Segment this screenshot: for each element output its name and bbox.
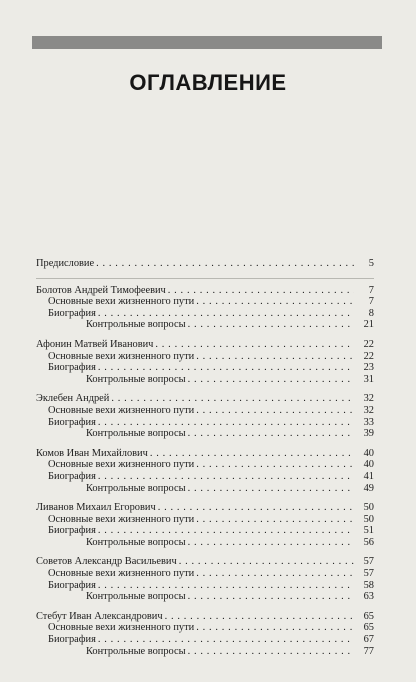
toc-entry-label: Комов Иван Михайлович xyxy=(36,447,148,459)
header-bar xyxy=(32,36,382,49)
leader-dots xyxy=(196,514,354,526)
leader-dots xyxy=(188,374,354,386)
toc-entry-page: 5 xyxy=(368,258,374,269)
toc-entry-page: 8 xyxy=(368,307,374,319)
toc-entry-page: 7 xyxy=(368,284,374,296)
leader-dots xyxy=(98,362,354,374)
toc-entry-page: 39 xyxy=(363,428,374,440)
toc-entry-label: Основные вехи жизненного пути xyxy=(48,459,195,471)
toc-entry-page: 31 xyxy=(363,373,374,385)
toc-entry-label: Основные вехи жизненного пути xyxy=(48,513,195,525)
toc-entry-page: 57 xyxy=(363,568,374,580)
toc-entry-label: Контрольные вопросы xyxy=(86,645,186,657)
toc-entry-label: Биография xyxy=(48,579,96,591)
toc-subentry[interactable] xyxy=(36,296,374,308)
leader-dots xyxy=(98,471,354,483)
leader-dots xyxy=(96,258,354,270)
toc-entry-page: 50 xyxy=(363,513,374,525)
leader-dots xyxy=(168,285,354,297)
toc-subentry[interactable] xyxy=(36,308,374,320)
toc-subentry[interactable] xyxy=(36,622,374,634)
toc-section xyxy=(36,556,374,602)
toc-subentry[interactable] xyxy=(36,591,374,603)
toc-subentry[interactable] xyxy=(36,351,374,363)
toc-author-entry[interactable] xyxy=(36,556,374,568)
leader-dots xyxy=(98,417,354,429)
toc-entry-label: Биография xyxy=(48,634,96,646)
toc-entry-label: Ливанов Михаил Егорович xyxy=(36,502,156,514)
leader-dots xyxy=(188,483,354,495)
leader-dots xyxy=(196,405,354,417)
toc-entry-page: 65 xyxy=(363,622,374,634)
toc-entry-label: Биография xyxy=(48,416,96,428)
toc-subentry[interactable] xyxy=(36,525,374,537)
leader-dots xyxy=(196,622,354,634)
toc-entry-label: Стебут Иван Александрович xyxy=(36,610,163,622)
toc-entry-label: Основные вехи жизненного пути xyxy=(48,296,195,308)
toc-subentry[interactable] xyxy=(36,634,374,646)
toc-entry-page: 63 xyxy=(363,591,374,603)
toc-section xyxy=(36,285,374,331)
leader-dots xyxy=(98,634,354,646)
toc-entry-label: Контрольные вопросы xyxy=(86,319,186,331)
toc-preface[interactable] xyxy=(36,258,374,270)
leader-dots xyxy=(98,308,354,320)
toc-entry-label: Основные вехи жизненного пути xyxy=(48,350,195,362)
toc-entry-label: Афонин Матвей Иванович xyxy=(36,338,154,350)
toc-author-entry[interactable] xyxy=(36,393,374,405)
toc-entry-label: Основные вехи жизненного пути xyxy=(48,404,195,416)
leader-dots xyxy=(188,591,354,603)
toc-entry-label: Основные вехи жизненного пути xyxy=(48,568,195,580)
toc-subentry[interactable] xyxy=(36,568,374,580)
leader-dots xyxy=(188,428,354,440)
leader-dots xyxy=(98,525,354,537)
leader-dots xyxy=(155,339,354,351)
toc-entry-page: 57 xyxy=(363,556,374,568)
toc-entry-label: Биография xyxy=(48,307,96,319)
toc-entry-page: 58 xyxy=(363,579,374,591)
leader-dots xyxy=(196,459,354,471)
leader-dots xyxy=(165,611,354,623)
leader-dots xyxy=(196,568,354,580)
leader-dots xyxy=(98,580,354,592)
toc-entry-label: Контрольные вопросы xyxy=(86,591,186,603)
toc-entry-page: 22 xyxy=(363,350,374,362)
toc-entry-page: 51 xyxy=(363,525,374,537)
toc-section xyxy=(36,502,374,548)
toc-entry-label: Контрольные вопросы xyxy=(86,482,186,494)
toc-entry-label: Контрольные вопросы xyxy=(86,536,186,548)
toc-entry-page: 32 xyxy=(363,404,374,416)
toc-author-entry[interactable] xyxy=(36,502,374,514)
leader-dots xyxy=(150,448,354,460)
leader-dots xyxy=(179,556,354,568)
leader-dots xyxy=(196,351,354,363)
toc-author-entry[interactable] xyxy=(36,285,374,297)
page-title: ОГЛАВЛЕНИЕ xyxy=(129,70,287,95)
toc-subentry[interactable] xyxy=(36,537,374,549)
toc-entry-page: 65 xyxy=(363,610,374,622)
toc-entry-label: Контрольные вопросы xyxy=(86,373,186,385)
toc-entry-label: Болотов Андрей Тимофеевич xyxy=(36,284,166,296)
table-of-contents xyxy=(36,258,374,665)
toc-entry-page: 23 xyxy=(363,362,374,374)
toc-entry-page: 21 xyxy=(363,319,374,331)
toc-entry-label: Биография xyxy=(48,362,96,374)
toc-section xyxy=(36,611,374,657)
toc-subentry[interactable] xyxy=(36,483,374,495)
toc-entry-label: Предисловие xyxy=(36,258,95,269)
toc-section xyxy=(36,448,374,494)
toc-subentry[interactable] xyxy=(36,514,374,526)
toc-entry-page: 50 xyxy=(363,502,374,514)
toc-subentry[interactable] xyxy=(36,319,374,331)
toc-entry-page: 7 xyxy=(368,296,374,308)
toc-author-entry[interactable] xyxy=(36,339,374,351)
toc-entry-label: Биография xyxy=(48,470,96,482)
toc-subentry[interactable] xyxy=(36,580,374,592)
leader-dots xyxy=(188,537,354,549)
toc-author-entry[interactable] xyxy=(36,611,374,623)
leader-dots xyxy=(111,393,354,405)
toc-subentry[interactable] xyxy=(36,417,374,429)
toc-subentry[interactable] xyxy=(36,459,374,471)
toc-entry-page: 49 xyxy=(363,482,374,494)
divider xyxy=(36,278,374,279)
toc-entry-page: 77 xyxy=(363,645,374,657)
toc-entry-label: Биография xyxy=(48,525,96,537)
toc-entry-page: 22 xyxy=(363,338,374,350)
leader-dots xyxy=(188,646,354,658)
toc-subentry[interactable] xyxy=(36,646,374,658)
toc-entry-label: Основные вехи жизненного пути xyxy=(48,622,195,634)
toc-author-entry[interactable] xyxy=(36,448,374,460)
toc-section xyxy=(36,393,374,439)
toc-subentry[interactable] xyxy=(36,428,374,440)
toc-entry-label: Советов Александр Васильевич xyxy=(36,556,177,568)
toc-entry-page: 41 xyxy=(363,470,374,482)
leader-dots xyxy=(188,319,354,331)
toc-entry-page: 56 xyxy=(363,536,374,548)
toc-subentry[interactable] xyxy=(36,362,374,374)
toc-subentry[interactable] xyxy=(36,374,374,386)
leader-dots xyxy=(196,296,354,308)
toc-entry-page: 40 xyxy=(363,447,374,459)
leader-dots xyxy=(158,502,354,514)
toc-entry-page: 67 xyxy=(363,634,374,646)
toc-entry-page: 40 xyxy=(363,459,374,471)
toc-sections xyxy=(36,285,374,658)
toc-section xyxy=(36,339,374,385)
toc-entry-label: Эклебен Андрей xyxy=(36,393,110,405)
toc-entry-page: 32 xyxy=(363,393,374,405)
toc-subentry[interactable] xyxy=(36,405,374,417)
toc-entry-label: Контрольные вопросы xyxy=(86,428,186,440)
toc-subentry[interactable] xyxy=(36,471,374,483)
toc-entry-page: 33 xyxy=(363,416,374,428)
